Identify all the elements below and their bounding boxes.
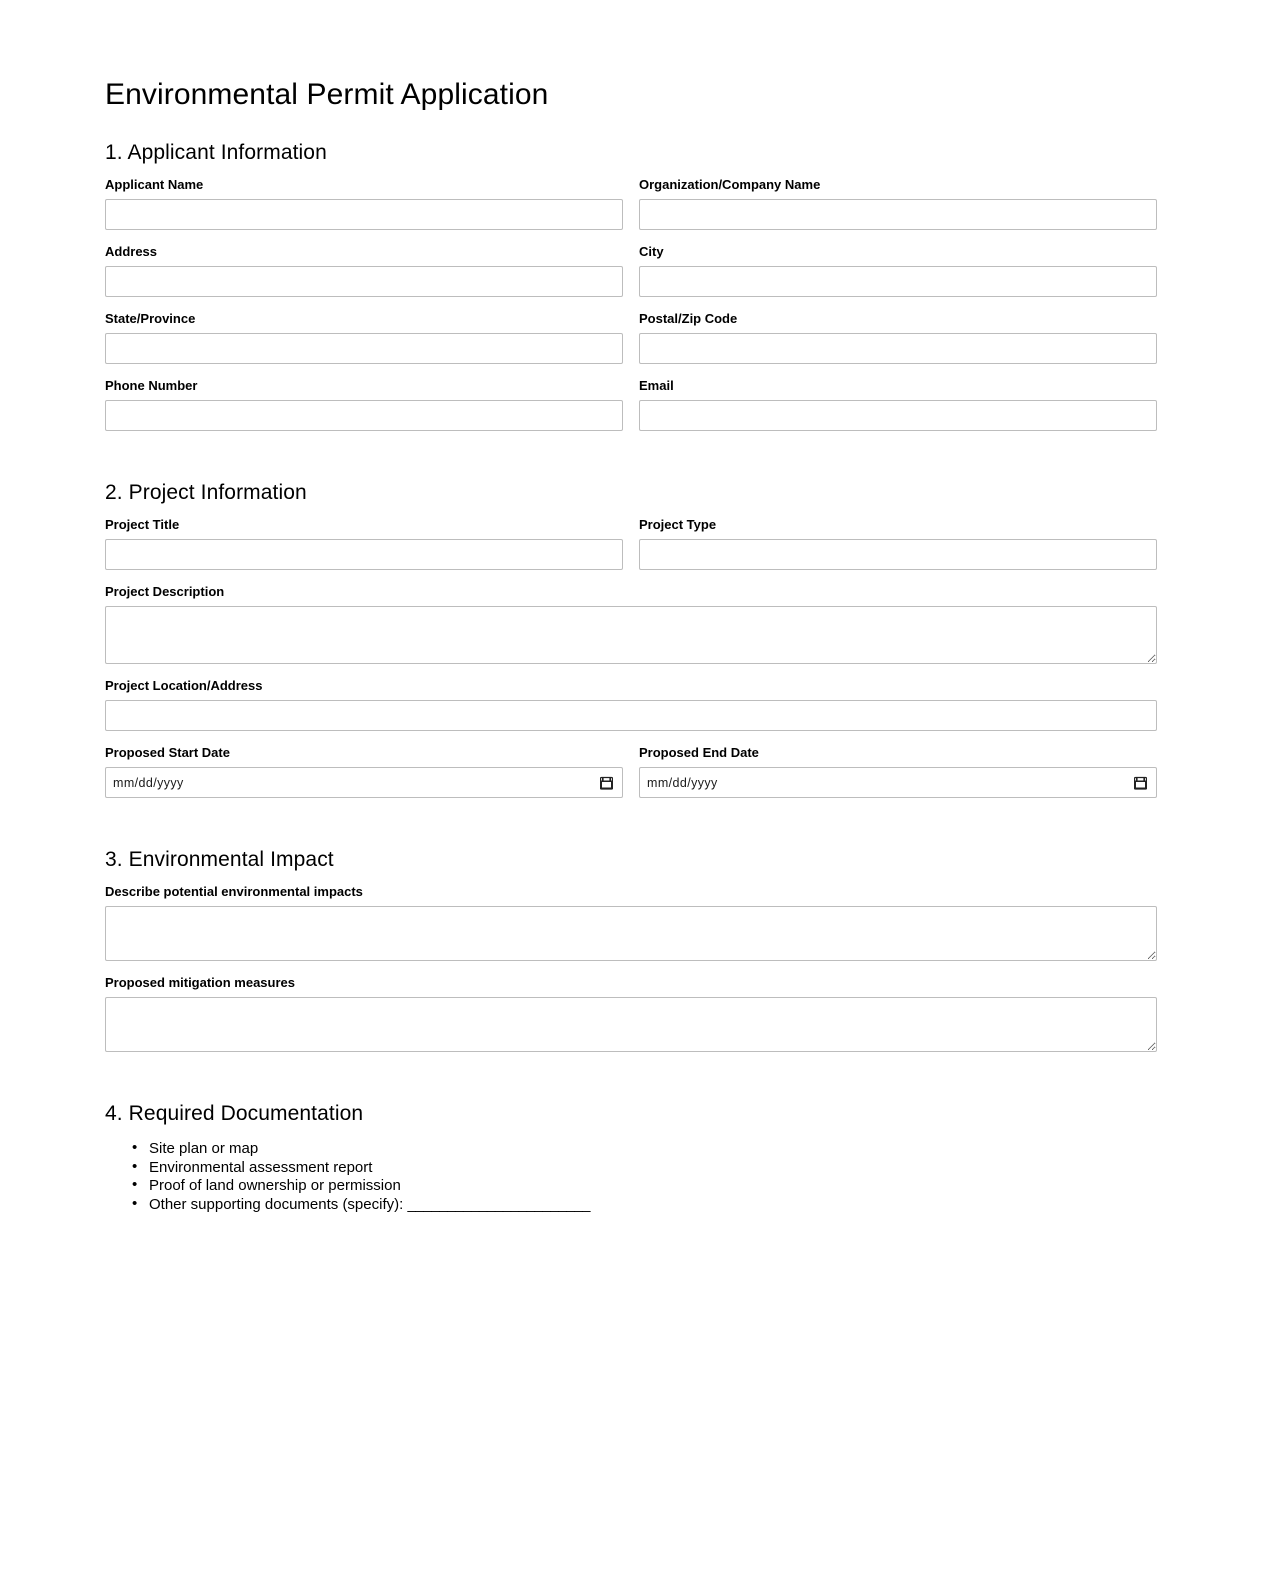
field-start-date: [105, 745, 623, 798]
applicant-name-input[interactable]: [105, 199, 623, 230]
section-heading-required-documentation: 4. Required Documentation: [105, 1102, 364, 1125]
section-required-documentation: [105, 1102, 1157, 1214]
label-project-title: Project Title: [105, 517, 180, 532]
field-organization: [639, 177, 1157, 230]
label-project-description: Project Description: [105, 584, 225, 599]
project-type-input[interactable]: [639, 539, 1157, 570]
mitigation-measures-textarea[interactable]: [105, 997, 1157, 1052]
list-item-label: Environmental assessment report: [149, 1158, 373, 1176]
start-date-placeholder: mm/dd/yyyy: [113, 775, 184, 790]
project-title-input[interactable]: [105, 539, 623, 570]
label-end-date: Proposed End Date: [639, 745, 759, 760]
field-project-title: [105, 517, 623, 570]
section-applicant-information: [105, 141, 1157, 445]
address-input[interactable]: [105, 266, 623, 297]
project-row-4: [105, 745, 1157, 812]
section-project-information: [105, 481, 1157, 812]
label-environmental-impacts: Describe potential environmental impacts: [105, 884, 363, 899]
start-date-input[interactable]: [105, 767, 623, 798]
field-address: [105, 244, 623, 297]
label-project-location: Project Location/Address: [105, 678, 263, 693]
field-email: [639, 378, 1157, 431]
label-phone-number: Phone Number: [105, 378, 198, 393]
label-email: Email: [639, 378, 674, 393]
label-organization: Organization/Company Name: [639, 177, 821, 192]
field-environmental-impacts: [105, 884, 1157, 961]
end-date-placeholder: mm/dd/yyyy: [647, 775, 718, 790]
list-item: [138, 1177, 1157, 1196]
list-item-label: Site plan or map: [149, 1140, 259, 1157]
applicant-row-4: [105, 378, 1157, 445]
other-documents-blank-line[interactable]: _______________________: [407, 1195, 591, 1213]
field-mitigation-measures: [105, 975, 1157, 1052]
impact-row-1: [105, 884, 1157, 975]
field-applicant-name: [105, 177, 623, 230]
field-phone-number: [105, 378, 623, 431]
field-project-type: [639, 517, 1157, 570]
section-environmental-impact: [105, 848, 1157, 1066]
field-end-date: [639, 745, 1157, 798]
environmental-impacts-textarea[interactable]: [105, 906, 1157, 961]
project-row-2: [105, 584, 1157, 678]
list-item-label: Proof of land ownership or permission: [149, 1177, 401, 1194]
label-mitigation-measures: Proposed mitigation measures: [105, 975, 295, 990]
label-city: City: [639, 244, 664, 259]
postal-zip-input[interactable]: [639, 333, 1157, 364]
calendar-icon[interactable]: [600, 776, 613, 790]
organization-input[interactable]: [639, 199, 1157, 230]
project-row-3: [105, 678, 1157, 745]
label-project-type: Project Type: [639, 517, 717, 532]
list-item-label: Other supporting documents (specify):: [149, 1195, 408, 1213]
email-input[interactable]: [639, 400, 1157, 431]
field-project-description: [105, 584, 1157, 664]
field-city: [639, 244, 1157, 297]
applicant-row-3: [105, 311, 1157, 378]
section-heading-environmental-impact: 3. Environmental Impact: [105, 848, 334, 871]
applicant-row-2: [105, 244, 1157, 311]
list-item: [138, 1159, 1157, 1178]
field-project-location: [105, 678, 1157, 731]
project-row-1: [105, 517, 1157, 584]
city-input[interactable]: [639, 266, 1157, 297]
calendar-icon[interactable]: [1134, 776, 1147, 790]
field-postal-zip: [639, 311, 1157, 364]
page-title: Environmental Permit Application: [105, 78, 549, 111]
list-item: [138, 1140, 1157, 1159]
applicant-row-1: [105, 177, 1157, 244]
project-location-input[interactable]: [105, 700, 1157, 731]
required-documentation-list: [105, 1140, 1157, 1214]
section-heading-project-information: 2. Project Information: [105, 481, 307, 504]
label-applicant-name: Applicant Name: [105, 177, 204, 192]
field-state-province: [105, 311, 623, 364]
label-postal-zip: Postal/Zip Code: [639, 311, 738, 326]
list-item: [138, 1196, 1157, 1215]
state-province-input[interactable]: [105, 333, 623, 364]
phone-number-input[interactable]: [105, 400, 623, 431]
end-date-input[interactable]: [639, 767, 1157, 798]
label-address: Address: [105, 244, 158, 259]
impact-row-2: [105, 975, 1157, 1066]
project-description-textarea[interactable]: [105, 606, 1157, 664]
section-heading-applicant-information: 1. Applicant Information: [105, 141, 327, 164]
label-state-province: State/Province: [105, 311, 196, 326]
label-start-date: Proposed Start Date: [105, 745, 230, 760]
